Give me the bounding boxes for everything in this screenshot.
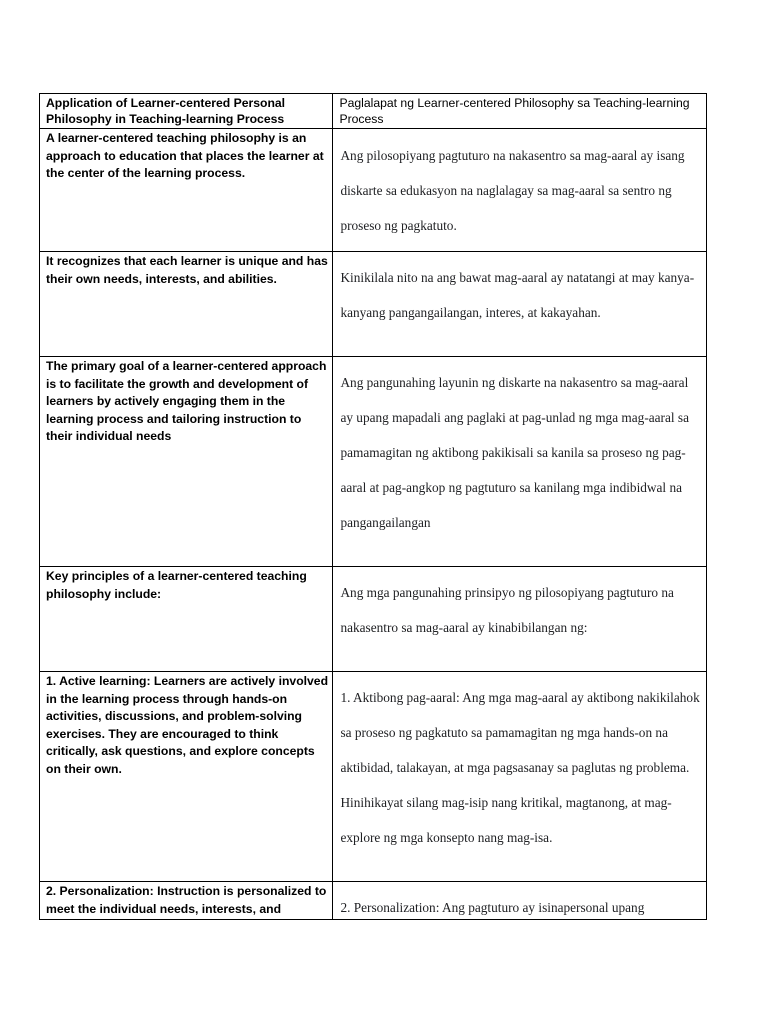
english-cell — [40, 567, 333, 672]
english-cell — [40, 882, 333, 920]
table-row — [40, 672, 707, 882]
english-cell — [40, 129, 333, 252]
header-filipino-text: Paglalapat ng Learner-centered Philosophy sa Teaching-learning Process — [339, 96, 690, 126]
table-row — [40, 357, 707, 567]
english-cell — [40, 252, 333, 357]
filipino-cell — [333, 252, 707, 357]
english-text: Key principles of a learner-centered teaching philosophy include: — [46, 569, 307, 601]
filipino-cell — [333, 567, 707, 672]
filipino-text: Ang mga pangunahing prinsipyo ng pilosopiyang pagtuturo na nakasentro sa mag-aaral ay kinabibilangan ng: — [340, 585, 674, 635]
header-cell-english — [40, 94, 333, 129]
english-text: It recognizes that each learner is unique and has their own needs, interests, and abilities. — [46, 254, 328, 286]
table-row — [40, 252, 707, 357]
filipino-cell — [333, 672, 707, 882]
filipino-text: Kinikilala nito na ang bawat mag-aaral ay natatangi at may kanya-kanyang pangangailangan, interes, at kakayahan. — [340, 270, 695, 320]
english-text: 1. Active learning: Learners are actively involved in the learning process through hands-on activities, discussions, and problem-solving exercises. They are encouraged to think critically, ask questions, and explore concepts on their own. — [46, 674, 329, 776]
table-row — [40, 129, 707, 252]
translation-table — [39, 93, 707, 920]
english-cell — [40, 672, 333, 882]
english-text: A learner-centered teaching philosophy is an approach to education that places the learner at the center of the learning process. — [46, 131, 324, 180]
filipino-text: 1. Aktibong pag-aaral: Ang mga mag-aaral ay aktibong nakikilahok sa proseso ng pagkatuto sa pamamagitan ng mga hands-on na aktibidad, talakayan, at mga pagsasanay sa paglutas ng problema. Hinihikayat silang mag-isip nang kritikal, magtanong, at mag-explore ng mga konsepto nang mag-isa. — [340, 690, 700, 845]
english-text: 2. Personalization: Instruction is personalized to meet the individual needs, interests, and — [46, 884, 327, 916]
filipino-text: Ang pangunahing layunin ng diskarte na nakasentro sa mag-aaral ay upang mapadali ang paglaki at pag-unlad ng mga mag-aaral sa pamamagitan ng aktibong pakikisali sa kanila sa proseso ng pag-aaral at pag-angkop ng pagtuturo sa kanilang mga indibidwal na pangangailangan — [340, 375, 689, 530]
filipino-cell — [333, 129, 707, 252]
header-english-text: Application of Learner-centered Personal Philosophy in Teaching-learning Process — [46, 96, 286, 126]
table-header-row — [40, 94, 707, 129]
filipino-cell — [333, 357, 707, 567]
header-cell-filipino — [333, 94, 707, 129]
table-row — [40, 567, 707, 672]
filipino-text: Ang pilosopiyang pagtuturo na nakasentro sa mag-aaral ay isang diskarte sa edukasyon na naglalagay sa mag-aaral sa sentro ng proseso ng pagkatuto. — [340, 148, 685, 233]
filipino-text: 2. Personalization: Ang pagtuturo ay isinapersonal upang — [340, 900, 645, 915]
english-cell — [40, 357, 333, 567]
filipino-cell — [333, 882, 707, 920]
table-row — [40, 882, 707, 920]
english-text: The primary goal of a learner-centered approach is to facilitate the growth and development of learners by actively engaging them in the learning process and tailoring instruction to their individual needs — [46, 359, 327, 443]
